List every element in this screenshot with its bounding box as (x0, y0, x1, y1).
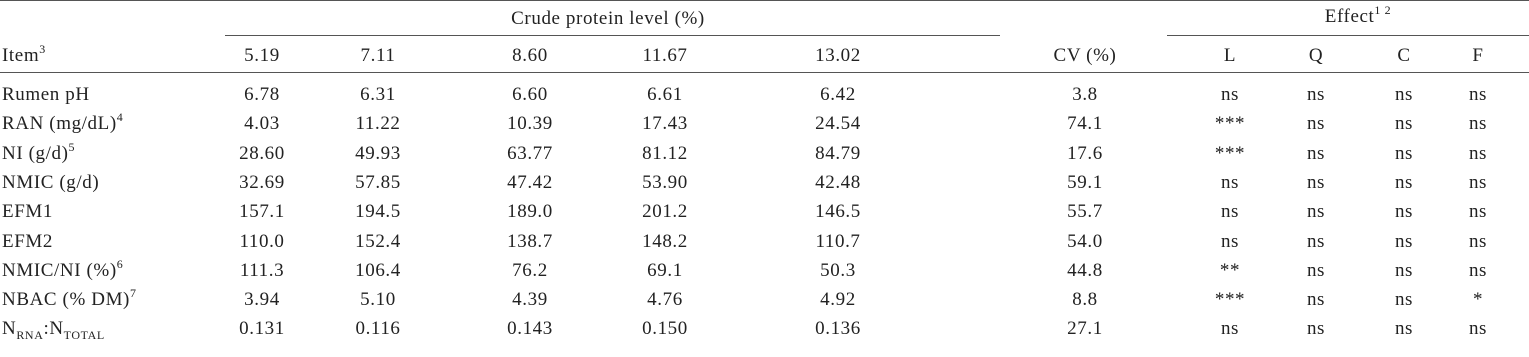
item-footnote-marker: 6 (116, 256, 124, 271)
effect-column-header: L (1223, 45, 1237, 66)
item-text: RAN (mg/dL) (2, 113, 117, 135)
effect-value-cell: ns (1306, 142, 1326, 164)
effect-column-header: Q (1308, 45, 1324, 66)
level-value-cell: 138.7 (507, 230, 553, 252)
effect-column-header: C (1397, 45, 1411, 66)
effect-value-cell: ns (1468, 171, 1488, 193)
level-column-header: 11.67 (642, 45, 688, 66)
effect-value-cell: ns (1220, 201, 1240, 223)
level-value-cell: 63.77 (507, 142, 553, 164)
effect-value-cell: ns (1306, 113, 1326, 135)
effect-value-cell: ns (1394, 84, 1414, 105)
level-value-cell: 111.3 (239, 259, 285, 281)
header-bottom-rule (0, 72, 1529, 73)
effect-value-cell: ns (1306, 84, 1326, 105)
effect-value-cell: ns (1306, 259, 1326, 281)
level-column-header: 8.60 (512, 45, 548, 66)
effect-value-cell: ns (1306, 201, 1326, 223)
effect-value-cell: ns (1468, 201, 1488, 223)
item-subscript: TOTAL (63, 328, 105, 343)
effect-value-cell: *** (1214, 142, 1246, 164)
item-text: NMIC/NI (%) (2, 259, 117, 281)
row-item-label (2, 256, 124, 283)
effect-value-cell: ns (1220, 171, 1240, 193)
level-value-cell: 148.2 (642, 230, 688, 252)
level-value-cell: 106.4 (355, 259, 401, 281)
level-value-cell: 24.54 (815, 113, 861, 135)
item-text: EFM1 (2, 201, 53, 223)
level-value-cell: 4.92 (820, 289, 856, 311)
row-item-label (2, 139, 76, 166)
level-value-cell: 50.3 (820, 259, 856, 281)
effect-value-cell: ns (1306, 230, 1326, 252)
level-value-cell: 157.1 (239, 201, 285, 223)
row-item-label (2, 201, 53, 223)
level-value-cell: 4.76 (647, 289, 683, 311)
level-value-cell: 110.7 (815, 230, 861, 252)
effect-value-cell: ns (1394, 201, 1414, 223)
item-text: N (2, 318, 17, 340)
level-column-header: 5.19 (244, 45, 280, 66)
group-header-crude-protein: Crude protein level (%) (511, 8, 705, 29)
level-value-cell: 47.42 (507, 171, 553, 193)
item-footnote-marker: 7 (130, 286, 137, 301)
level-value-cell: 28.60 (239, 142, 285, 164)
effect-value-cell: * (1472, 289, 1484, 311)
item-text: NMIC (g/d) (2, 171, 100, 193)
effect-value-cell: ns (1306, 289, 1326, 311)
level-value-cell: 17.43 (642, 113, 688, 135)
level-value-cell: 0.150 (642, 318, 688, 340)
effect-value-cell: ns (1306, 318, 1326, 340)
cv-value-cell: 44.8 (1067, 259, 1103, 281)
item-text: NI (g/d) (2, 142, 69, 164)
level-value-cell: 6.60 (512, 84, 548, 105)
effect-value-cell: ns (1394, 259, 1414, 281)
level-column-header: 13.02 (815, 45, 861, 66)
level-value-cell: 110.0 (239, 230, 285, 252)
level-value-cell: 32.69 (239, 171, 285, 193)
item-footnote-marker: 3 (39, 42, 46, 56)
group-rule-crude-protein (225, 35, 1000, 36)
effect-value-cell: ns (1394, 142, 1414, 164)
effect-value-cell: ns (1394, 318, 1414, 340)
effect-value-cell: *** (1214, 289, 1246, 311)
effect-value-cell: ns (1306, 171, 1326, 193)
cv-value-cell: 17.6 (1067, 142, 1103, 164)
level-value-cell: 6.61 (647, 84, 683, 105)
cv-value-cell: 27.1 (1067, 318, 1103, 340)
effect-footnote-marker: 1 2 (1374, 3, 1392, 17)
item-footnote-marker: 4 (116, 110, 124, 125)
group-header-effect: Effect$^{1 2}$ (1324, 3, 1392, 27)
level-value-cell: 42.48 (815, 171, 861, 193)
item-footnote-marker: 5 (68, 139, 76, 154)
level-value-cell: 10.39 (507, 113, 553, 135)
effect-value-cell: ns (1220, 318, 1240, 340)
level-value-cell: 4.03 (244, 113, 280, 135)
level-value-cell: 194.5 (355, 201, 401, 223)
cv-column-header: CV (%) (1053, 45, 1117, 66)
effect-value-cell: ns (1468, 318, 1488, 340)
effect-column-header: F (1472, 45, 1484, 66)
level-value-cell: 6.31 (360, 84, 396, 105)
row-item-label (2, 110, 124, 136)
effect-value-cell: ns (1394, 230, 1414, 252)
cv-value-cell: 55.7 (1067, 201, 1103, 223)
level-value-cell: 57.85 (355, 171, 401, 193)
cv-value-cell: 59.1 (1067, 171, 1103, 193)
level-value-cell: 84.79 (815, 142, 861, 164)
row-item-label (2, 318, 105, 341)
level-column-header: 7.11 (360, 45, 396, 66)
item-column-header: Item$^3$ (2, 42, 46, 66)
level-value-cell: 189.0 (507, 201, 553, 223)
level-value-cell: 0.116 (355, 318, 401, 340)
level-value-cell: 3.94 (244, 289, 280, 311)
cv-value-cell: 54.0 (1067, 230, 1103, 252)
row-item-label (2, 172, 99, 194)
item-text: NBAC (% DM) (2, 289, 130, 311)
item-text: EFM2 (2, 230, 53, 252)
cv-value-cell: 3.8 (1072, 84, 1098, 105)
effect-value-cell: ns (1394, 171, 1414, 193)
level-value-cell: 4.39 (512, 289, 548, 311)
cv-value-cell: 8.8 (1072, 289, 1098, 311)
item-text: :N (43, 318, 64, 340)
level-value-cell: 0.136 (815, 318, 861, 340)
level-value-cell: 6.42 (820, 84, 856, 105)
effect-value-cell: ns (1468, 84, 1488, 105)
effect-value-cell: *** (1214, 113, 1246, 135)
effect-value-cell: ** (1219, 259, 1241, 281)
item-subscript: RNA (16, 328, 44, 343)
level-value-cell: 5.10 (360, 289, 396, 311)
top-rule (0, 0, 1529, 1)
level-value-cell: 81.12 (642, 142, 688, 164)
level-value-cell: 11.22 (355, 113, 401, 135)
effect-value-cell: ns (1394, 289, 1414, 311)
row-item-label (2, 84, 90, 106)
row-item-label (2, 231, 53, 253)
level-value-cell: 69.1 (647, 259, 683, 281)
level-value-cell: 53.90 (642, 171, 688, 193)
effect-value-cell: ns (1468, 230, 1488, 252)
cv-value-cell: 74.1 (1067, 113, 1103, 135)
row-item-label (2, 286, 137, 312)
level-value-cell: 201.2 (642, 201, 688, 223)
effect-value-cell: ns (1468, 142, 1488, 164)
effect-value-cell: ns (1468, 259, 1488, 281)
effect-value-cell: ns (1220, 230, 1240, 252)
group-rule-effect (1167, 35, 1529, 36)
level-value-cell: 152.4 (355, 230, 401, 252)
level-value-cell: 49.93 (355, 142, 401, 164)
level-value-cell: 0.131 (239, 318, 285, 340)
level-value-cell: 146.5 (815, 201, 861, 223)
level-value-cell: 76.2 (512, 259, 548, 281)
effect-value-cell: ns (1220, 84, 1240, 105)
level-value-cell: 0.143 (507, 318, 553, 340)
level-value-cell: 6.78 (244, 84, 280, 105)
effect-value-cell: ns (1468, 113, 1488, 135)
effect-value-cell: ns (1394, 113, 1414, 135)
item-text: Rumen pH (2, 84, 90, 105)
